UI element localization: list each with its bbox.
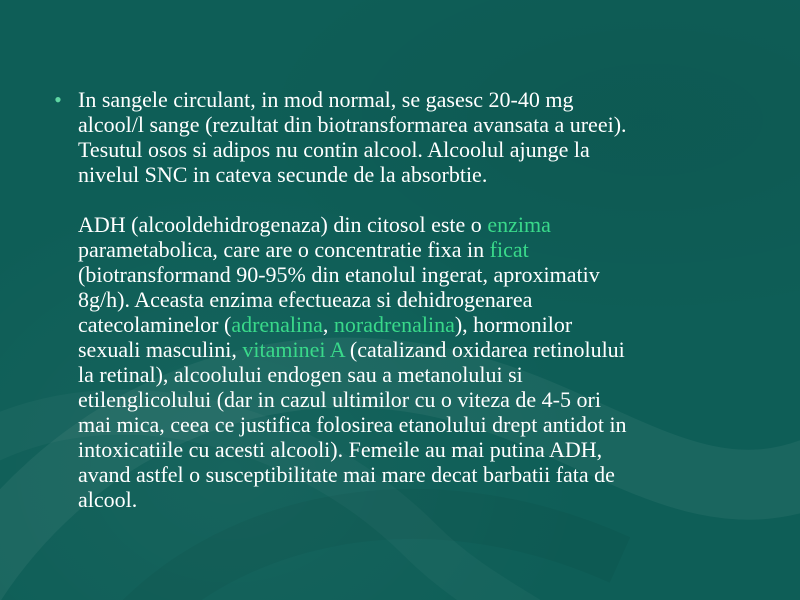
text-segment: ADH (alcooldehidrogenaza) din citosol este o [78,212,488,237]
text-line [78,312,758,337]
text-segment: sexuali masculini, [78,337,243,362]
text-line [78,87,758,112]
text-segment: avand astfel o susceptibilitate mai mare decat barbatii fata de [78,462,615,487]
text-segment: In sangele circulant, in mod normal, se gasesc 20-40 mg [78,87,574,112]
text-line [78,437,758,462]
text-segment: alcool. [78,487,138,512]
bullet-icon: • [54,87,62,112]
text-line [78,237,758,262]
text-segment: alcool/l sange (rezultat din biotransformarea avansata a ureei). [78,112,627,137]
highlighted-term: vitaminei A [242,337,345,362]
text-line [78,362,758,387]
text-line [78,337,758,362]
highlighted-term: enzima [487,212,551,237]
text-line [78,112,758,137]
slide-content [48,87,758,512]
text-segment: la retinal), alcoolului endogen sau a metanolului si [78,362,523,387]
text-segment: nivelul SNC in cateva secunde de la absorbtie. [78,162,488,187]
highlighted-term: adrenalina [231,312,323,337]
text-line [78,412,758,437]
text-line [78,487,758,512]
text-segment: ), hormonilor [454,312,573,337]
text-segment: (biotransformand 90-95% din etanolul ingerat, aproximativ [78,262,600,287]
text-segment: catecolaminelor ( [78,312,232,337]
highlighted-term: ficat [489,237,529,262]
text-segment: parametabolica, care are o concentratie fixa in [78,237,490,262]
text-line [78,262,758,287]
text-segment: 8g/h). Aceasta enzima efectueaza si dehidrogenarea [78,287,533,312]
text-segment: intoxicatiile cu acesti alcooli). Femeile au mai putina ADH, [78,437,603,462]
bullet-item [48,87,758,512]
text-line [78,212,758,237]
text-segment: Tesutul osos si adipos nu contin alcool. Alcoolul ajunge la [78,137,590,162]
text-line [78,162,758,187]
text-line [78,137,758,162]
text-segment: etilenglicolului (dar in cazul ultimilor cu o viteza de 4-5 ori [78,387,601,412]
text-segment: , [322,312,334,337]
text-segment: mai mica, ceea ce justifica folosirea etanolului drept antidot in [78,412,627,437]
paragraph-blood-alcohol [78,87,758,187]
highlighted-term: noradrenalina [333,312,455,337]
text-line [78,462,758,487]
paragraph-adh-enzyme [78,212,758,512]
text-line [78,387,758,412]
text-line [78,287,758,312]
text-segment: (catalizand oxidarea retinolului [344,337,625,362]
